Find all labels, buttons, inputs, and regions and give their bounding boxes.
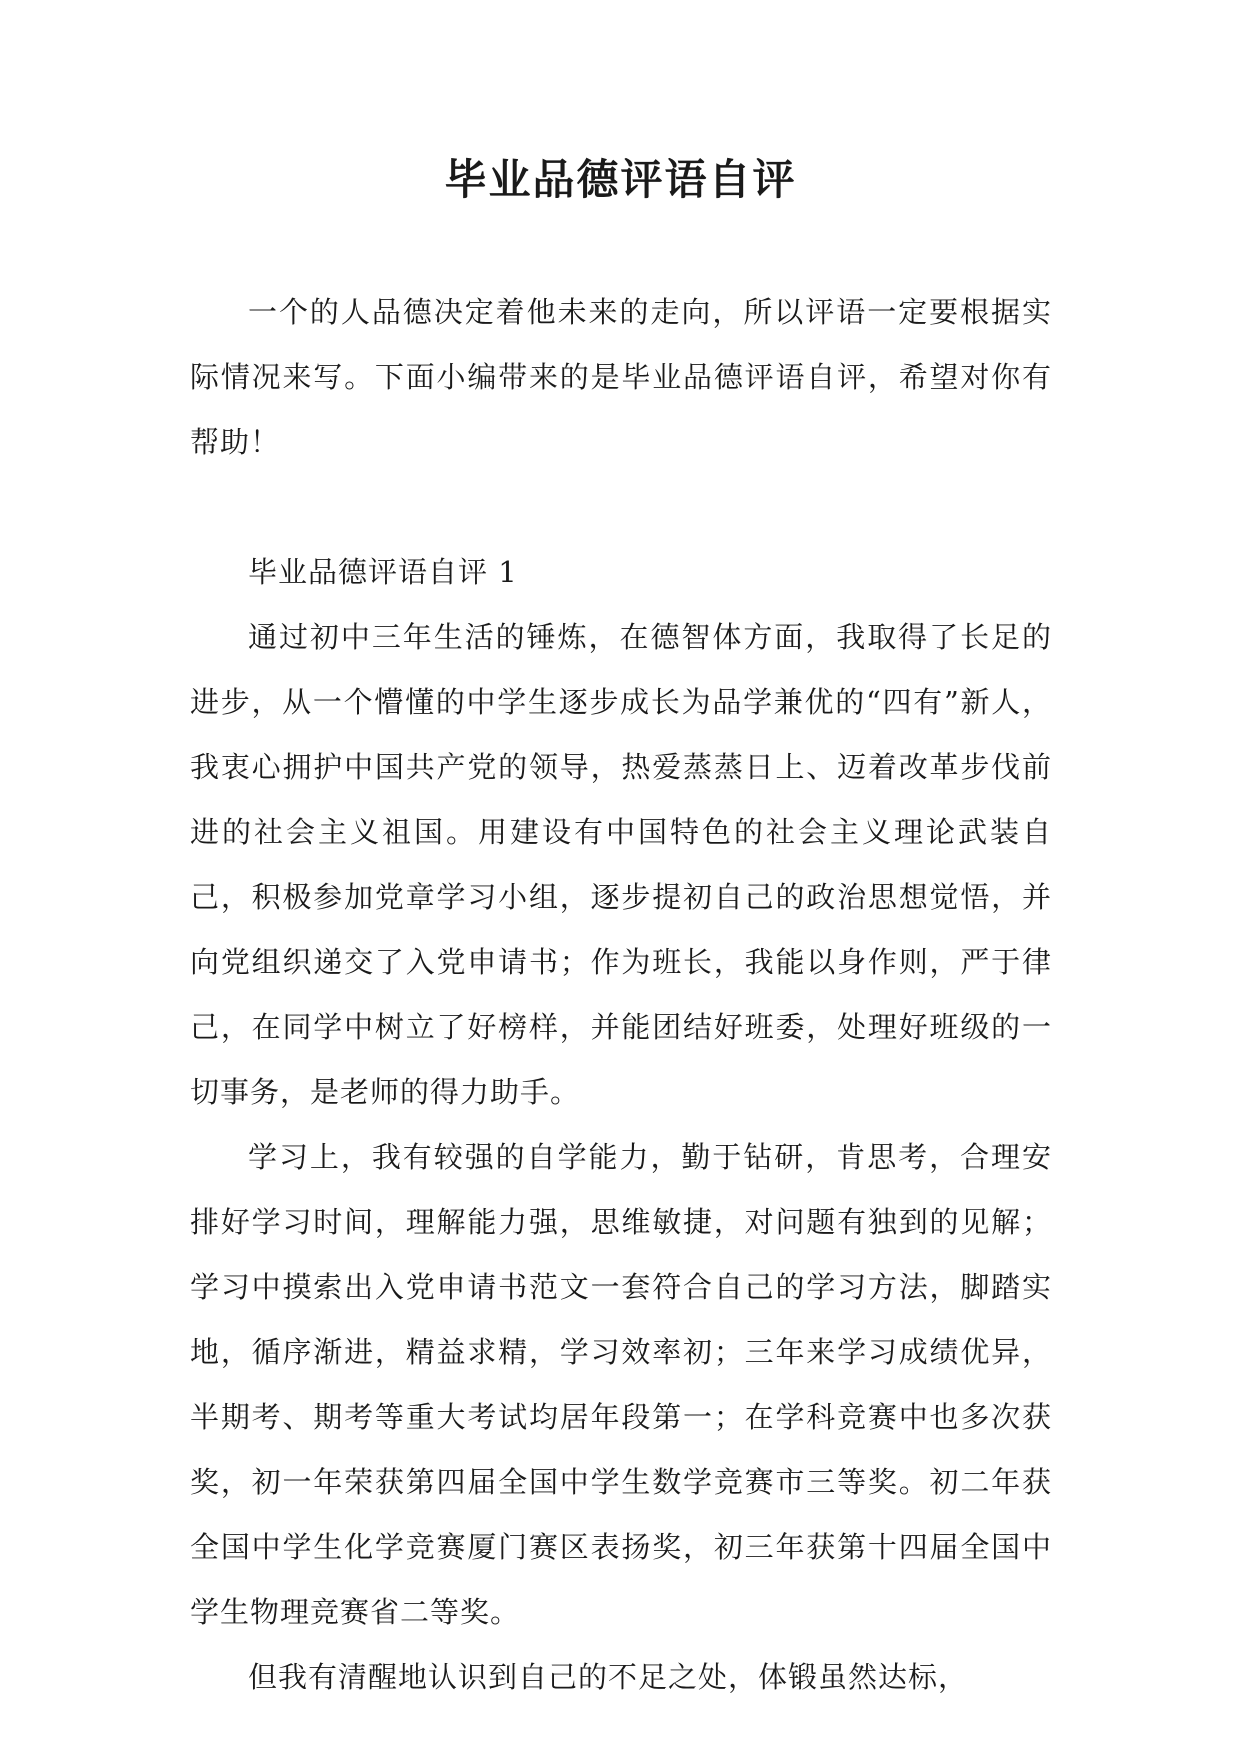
body-paragraph: 但我有清醒地认识到自己的不足之处，体锻虽然达标， bbox=[248, 1660, 969, 1694]
section-heading: 毕业品德评语自评 1 bbox=[248, 555, 518, 589]
body-paragraph: 学习上，我有较强的自学能力，勤于钻研，肯思考，合理安排好学习时间，理解能力强，思维敏捷，对问题有独到的见解；学习中摸索出入党申请书范文一套符合自己的学习方法，脚踏实地，循序渐进，精益求精，学习效率初；三年来学习成绩优异，半期考、期考等重大考试均居年段第一；在学科竞赛中也多次获奖，初一年荣获第四届全国中学生数学竞赛市三等奖。初二年获全国中学生化学竞赛厦门赛区表扬奖，初三年获第十四届全国中学生物理竞赛省二等奖。 bbox=[190, 1140, 1052, 1629]
intro-paragraph: 一个的人品德决定着他未来的走向，所以评语一定要根据实际情况来写。下面小编带来的是毕业品德评语自评，希望对你有帮助！ bbox=[190, 295, 1052, 459]
body-paragraph: 通过初中三年生活的锤炼，在德智体方面，我取得了长足的进步，从一个懵懂的中学生逐步成长为品学兼优的“四有”新人，我衷心拥护中国共产党的领导，热爱蒸蒸日上、迈着改革步伐前进的社会主义祖国。用建设有中国特色的社会主义理论武装自己，积极参加党章学习小组，逐步提初自己的政治思想觉悟，并向党组织递交了入党申请书；作为班长，我能以身作则，严于律己，在同学中树立了好榜样，并能团结好班委，处理好班级的一切事务，是老师的得力助手。 bbox=[190, 620, 1052, 1109]
document-body bbox=[190, 280, 1052, 1710]
document-title: 毕业品德评语自评 bbox=[444, 155, 797, 204]
